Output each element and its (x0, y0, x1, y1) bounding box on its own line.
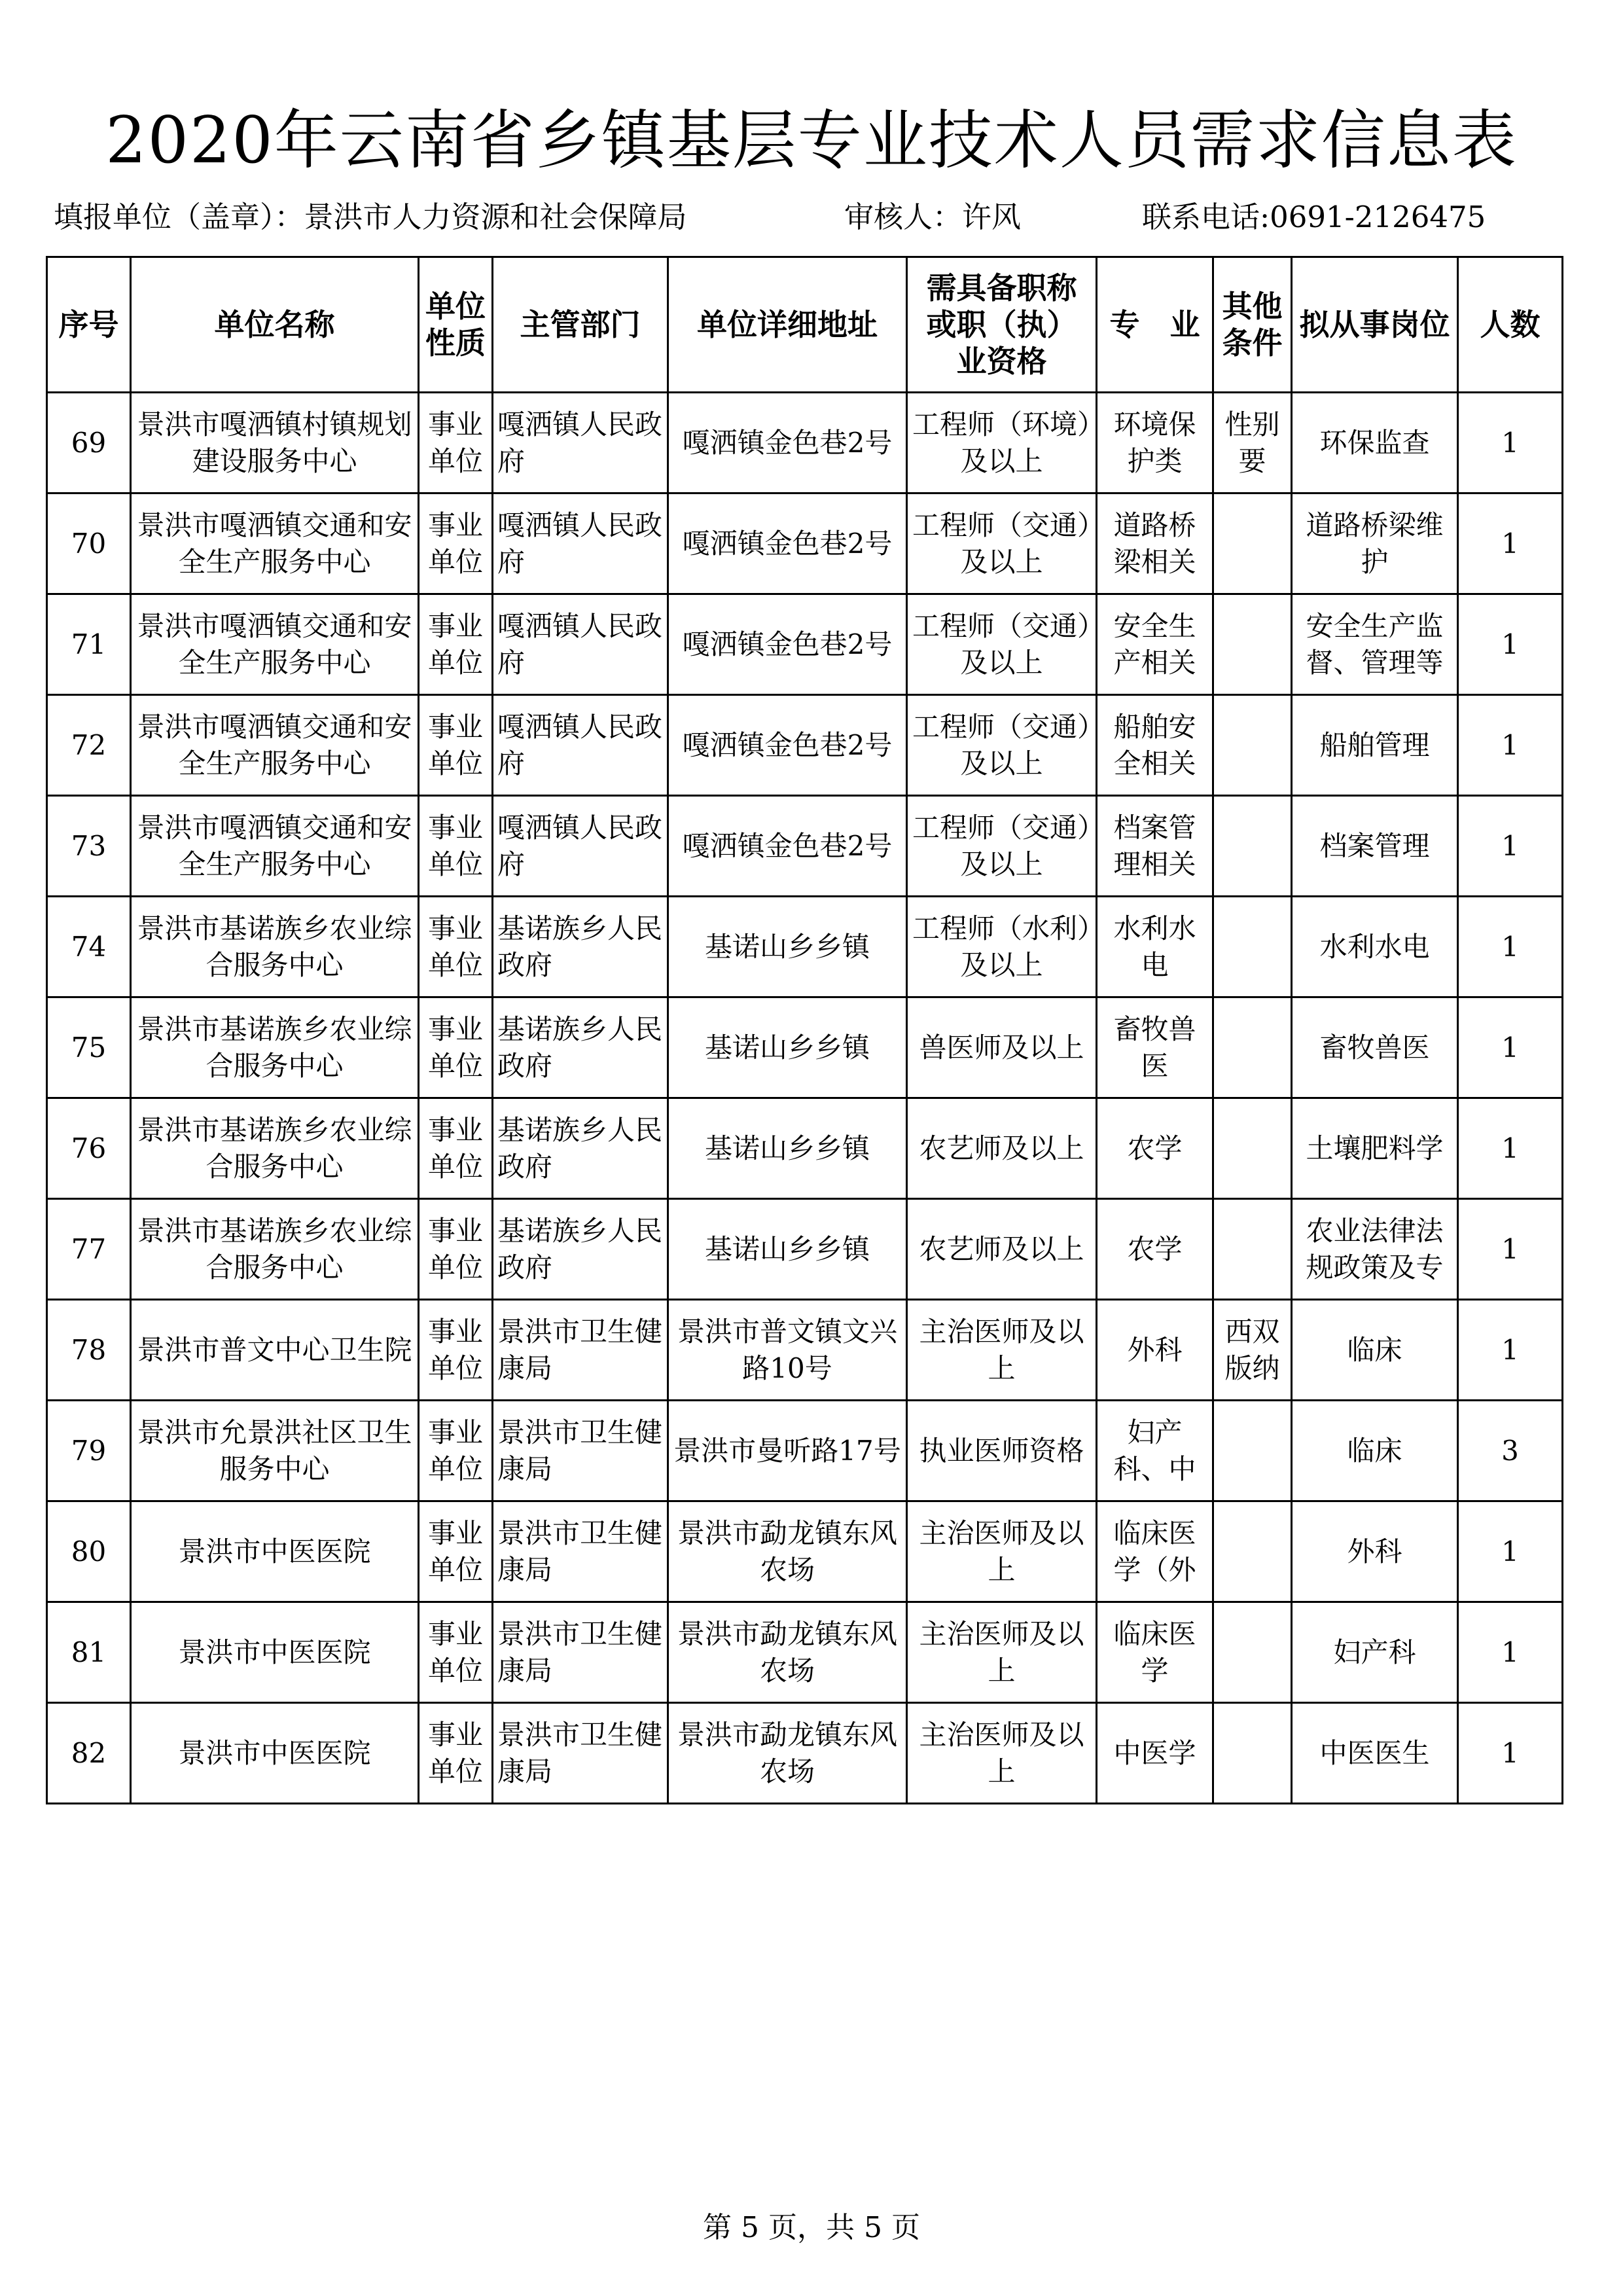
cell-count-text: 1 (1501, 426, 1519, 459)
cell-unit (131, 796, 419, 897)
cell-unit-text: 景洪市基诺族乡农业综合服务中心 (137, 1013, 412, 1082)
cell-unit-text: 景洪市嘎洒镇交通和安全生产服务中心 (137, 710, 412, 780)
cell-unit (131, 1098, 419, 1199)
table-row (47, 1098, 1563, 1199)
cell-unit (131, 594, 419, 695)
cell-post (1292, 1098, 1458, 1199)
cell-address (668, 1300, 907, 1401)
cell-unit-text: 景洪市中医医院 (178, 1736, 371, 1769)
cell-nature-text: 事业单位 (427, 609, 483, 679)
cell-count (1458, 1501, 1563, 1602)
cell-major (1097, 897, 1213, 997)
cell-post-text: 档案管理 (1319, 829, 1430, 862)
cell-qualification-text: 主治医师及以上 (919, 1617, 1084, 1687)
cell-major (1097, 1501, 1213, 1602)
cell-dept (493, 1199, 668, 1300)
cell-nature-text: 事业单位 (427, 1718, 483, 1787)
cell-unit (131, 1501, 419, 1602)
cell-address (668, 393, 907, 493)
cell-other (1213, 897, 1292, 997)
cell-other-text: 西双版纳 (1224, 1315, 1280, 1384)
cell-major-text: 畜牧兽医 (1113, 1013, 1196, 1082)
cell-no (47, 1602, 131, 1703)
col-header-post: 拟从事岗位 (1292, 257, 1458, 393)
cell-post-text: 妇产科 (1333, 1636, 1416, 1668)
cell-no (47, 897, 131, 997)
col-header-unit: 单位名称 (131, 257, 419, 393)
table-row (47, 493, 1563, 594)
cell-address (668, 997, 907, 1098)
cell-unit (131, 493, 419, 594)
cell-nature-text: 事业单位 (427, 1013, 483, 1082)
cell-unit (131, 1401, 419, 1501)
cell-major-text: 妇产科、中 (1113, 1416, 1196, 1485)
cell-post-text: 水利水电 (1319, 930, 1430, 963)
cell-no-text: 80 (71, 1535, 107, 1568)
cell-count (1458, 1401, 1563, 1501)
cell-qualification-text: 主治医师及以上 (919, 1315, 1084, 1384)
cell-major (1097, 796, 1213, 897)
cell-unit (131, 1602, 419, 1703)
table-row (47, 997, 1563, 1098)
cell-post (1292, 1501, 1458, 1602)
cell-dept-text: 基诺族乡人民政府 (497, 1214, 663, 1283)
cell-count-text: 1 (1501, 1333, 1519, 1366)
cell-qualification (907, 897, 1097, 997)
cell-qualification-text: 主治医师及以上 (919, 1718, 1084, 1787)
cell-dept (493, 897, 668, 997)
cell-no (47, 695, 131, 796)
cell-address-text: 景洪市曼听路17号 (673, 1434, 901, 1467)
cell-other (1213, 796, 1292, 897)
cell-dept-text: 嘎洒镇人民政府 (497, 710, 663, 780)
cell-qualification (907, 1703, 1097, 1804)
cell-major (1097, 1300, 1213, 1401)
cell-major (1097, 695, 1213, 796)
cell-address (668, 594, 907, 695)
col-header-no: 序号 (47, 257, 131, 393)
cell-major-text: 道路桥梁相关 (1113, 509, 1196, 578)
cell-qualification (907, 695, 1097, 796)
cell-unit (131, 393, 419, 493)
table-row (47, 1199, 1563, 1300)
cell-count (1458, 695, 1563, 796)
col-header-count: 人数 (1458, 257, 1563, 393)
cell-unit-text: 景洪市允景洪社区卫生服务中心 (137, 1416, 412, 1485)
cell-post (1292, 1703, 1458, 1804)
table-row (47, 695, 1563, 796)
cell-no (47, 594, 131, 695)
cell-qualification (907, 1501, 1097, 1602)
cell-unit-text: 景洪市嘎洒镇交通和安全生产服务中心 (137, 811, 412, 880)
cell-no-text: 70 (71, 527, 107, 560)
cell-address-text: 景洪市勐龙镇东风农场 (677, 1617, 897, 1687)
cell-unit-text: 景洪市基诺族乡农业综合服务中心 (137, 1214, 412, 1283)
cell-major (1097, 997, 1213, 1098)
cell-qualification (907, 1300, 1097, 1401)
cell-no-text: 75 (71, 1031, 107, 1064)
cell-major (1097, 1098, 1213, 1199)
table-row (47, 1401, 1563, 1501)
cell-qualification-text: 工程师（水利）及以上 (912, 912, 1091, 981)
cell-major-text: 临床医学 (1113, 1617, 1196, 1687)
cell-no-text: 79 (71, 1434, 107, 1467)
table-row (47, 1703, 1563, 1804)
cell-nature (419, 1098, 493, 1199)
reviewer: 审核人：许风 (844, 200, 1022, 234)
cell-nature-text: 事业单位 (427, 710, 483, 780)
cell-post (1292, 695, 1458, 796)
cell-count-text: 1 (1501, 930, 1519, 963)
cell-no (47, 997, 131, 1098)
cell-other (1213, 1501, 1292, 1602)
cell-post (1292, 1602, 1458, 1703)
cell-dept-text: 嘎洒镇人民政府 (497, 811, 663, 880)
cell-post-text: 临床 (1347, 1434, 1402, 1467)
cell-dept-text: 基诺族乡人民政府 (497, 912, 663, 981)
cell-address-text: 基诺山乡乡镇 (704, 1031, 870, 1064)
cell-nature (419, 1401, 493, 1501)
cell-count (1458, 1199, 1563, 1300)
cell-nature-text: 事业单位 (427, 1516, 483, 1586)
cell-no-text: 71 (71, 628, 107, 660)
cell-unit-text: 景洪市中医医院 (178, 1636, 371, 1668)
cell-unit (131, 897, 419, 997)
cell-address-text: 嘎洒镇金色巷2号 (682, 829, 893, 862)
cell-major (1097, 594, 1213, 695)
cell-dept (493, 997, 668, 1098)
cell-no (47, 1501, 131, 1602)
cell-address-text: 嘎洒镇金色巷2号 (682, 728, 893, 761)
cell-address-text: 基诺山乡乡镇 (704, 930, 870, 963)
cell-address (668, 1199, 907, 1300)
cell-qualification-text: 工程师（环境）及以上 (912, 408, 1091, 477)
cell-count (1458, 897, 1563, 997)
cell-nature (419, 897, 493, 997)
cell-nature (419, 594, 493, 695)
cell-dept (493, 493, 668, 594)
cell-unit-text: 景洪市基诺族乡农业综合服务中心 (137, 1113, 412, 1183)
cell-post-text: 环保监查 (1319, 426, 1430, 459)
table-row (47, 1300, 1563, 1401)
cell-nature-text: 事业单位 (427, 1416, 483, 1485)
cell-unit (131, 1300, 419, 1401)
cell-nature-text: 事业单位 (427, 1315, 483, 1384)
cell-dept (493, 796, 668, 897)
cell-other (1213, 594, 1292, 695)
cell-other (1213, 1703, 1292, 1804)
col-header-major: 专 业 (1097, 257, 1213, 393)
table-row (47, 594, 1563, 695)
cell-no (47, 1401, 131, 1501)
cell-no (47, 1199, 131, 1300)
cell-post-text: 安全生产监督、管理等 (1306, 609, 1444, 679)
col-header-address: 单位详细地址 (668, 257, 907, 393)
cell-dept (493, 695, 668, 796)
cell-major-text: 外科 (1127, 1333, 1183, 1366)
cell-unit (131, 1199, 419, 1300)
cell-address-text: 嘎洒镇金色巷2号 (682, 527, 893, 560)
cell-post-text: 外科 (1347, 1535, 1402, 1568)
cell-unit-text: 景洪市嘎洒镇交通和安全生产服务中心 (137, 509, 412, 578)
cell-address-text: 景洪市普文镇文兴路10号 (677, 1315, 897, 1384)
cell-nature (419, 1300, 493, 1401)
cell-other (1213, 393, 1292, 493)
cell-no-text: 81 (71, 1636, 107, 1668)
cell-dept-text: 景洪市卫生健康局 (497, 1516, 663, 1586)
cell-no (47, 1703, 131, 1804)
cell-dept-text: 嘎洒镇人民政府 (497, 509, 663, 578)
cell-nature-text: 事业单位 (427, 912, 483, 981)
cell-major-text: 中医学 (1113, 1736, 1196, 1769)
cell-unit-text: 景洪市普文中心卫生院 (137, 1333, 412, 1366)
cell-post (1292, 796, 1458, 897)
cell-no (47, 796, 131, 897)
cell-post-text: 土壤肥料学 (1306, 1132, 1444, 1164)
cell-no (47, 1098, 131, 1199)
cell-qualification-text: 工程师（交通）及以上 (912, 509, 1091, 578)
cell-unit (131, 695, 419, 796)
cell-dept-text: 景洪市卫生健康局 (497, 1617, 663, 1687)
cell-no (47, 393, 131, 493)
cell-post-text: 中医医生 (1319, 1736, 1430, 1769)
cell-no-text: 82 (71, 1736, 107, 1769)
cell-dept-text: 基诺族乡人民政府 (497, 1013, 663, 1082)
filling-unit: 填报单位（盖章）：景洪市人力资源和社会保障局 (54, 200, 687, 234)
cell-nature-text: 事业单位 (427, 509, 483, 578)
cell-post (1292, 393, 1458, 493)
cell-no-text: 69 (71, 426, 107, 459)
page-title: 2020年云南省乡镇基层专业技术人员需求信息表 (105, 103, 1518, 178)
table-row (47, 796, 1563, 897)
cell-qualification (907, 1098, 1097, 1199)
cell-major-text: 档案管理相关 (1113, 811, 1196, 880)
cell-major-text: 临床医学（外 (1113, 1516, 1196, 1586)
cell-nature (419, 1602, 493, 1703)
cell-address-text: 嘎洒镇金色巷2号 (682, 628, 893, 660)
cell-unit-text: 景洪市嘎洒镇交通和安全生产服务中心 (137, 609, 412, 679)
cell-qualification (907, 1199, 1097, 1300)
cell-major (1097, 1199, 1213, 1300)
cell-major (1097, 1401, 1213, 1501)
cell-nature (419, 493, 493, 594)
cell-unit (131, 1703, 419, 1804)
cell-major (1097, 1703, 1213, 1804)
col-header-other: 其他条件 (1213, 257, 1292, 393)
cell-count-text: 1 (1501, 728, 1519, 761)
cell-no-text: 73 (71, 829, 107, 862)
cell-dept (493, 594, 668, 695)
demand-table (46, 256, 1563, 1804)
cell-nature-text: 事业单位 (427, 811, 483, 880)
cell-other-text: 性别要 (1224, 408, 1280, 477)
cell-qualification-text: 兽医师及以上 (919, 1031, 1084, 1064)
table-row (47, 1602, 1563, 1703)
cell-unit-text: 景洪市中医医院 (178, 1535, 371, 1568)
cell-address (668, 1703, 907, 1804)
cell-count-text: 1 (1501, 1232, 1519, 1265)
cell-address (668, 1401, 907, 1501)
cell-nature (419, 1199, 493, 1300)
cell-qualification (907, 393, 1097, 493)
cell-other (1213, 1098, 1292, 1199)
cell-dept-text: 嘎洒镇人民政府 (497, 408, 663, 477)
cell-nature (419, 1501, 493, 1602)
cell-other (1213, 1401, 1292, 1501)
contact-phone: 联系电话:0691-2126475 (1142, 200, 1486, 234)
cell-unit-text: 景洪市嘎洒镇村镇规划建设服务中心 (137, 408, 412, 477)
cell-address-text: 嘎洒镇金色巷2号 (682, 426, 893, 459)
cell-address-text: 景洪市勐龙镇东风农场 (677, 1718, 897, 1787)
cell-nature-text: 事业单位 (427, 1617, 483, 1687)
cell-dept (493, 393, 668, 493)
cell-post (1292, 493, 1458, 594)
cell-count-text: 1 (1501, 1031, 1519, 1064)
cell-other (1213, 1199, 1292, 1300)
cell-dept (493, 1602, 668, 1703)
cell-qualification-text: 主治医师及以上 (919, 1516, 1084, 1586)
cell-count (1458, 1602, 1563, 1703)
table-header-row (47, 257, 1563, 393)
cell-other (1213, 1602, 1292, 1703)
cell-qualification (907, 1602, 1097, 1703)
cell-dept-text: 基诺族乡人民政府 (497, 1113, 663, 1183)
cell-address (668, 695, 907, 796)
cell-count-text: 1 (1501, 1636, 1519, 1668)
cell-major-text: 船舶安全相关 (1113, 710, 1196, 780)
cell-post (1292, 1300, 1458, 1401)
cell-dept (493, 1703, 668, 1804)
cell-nature (419, 1703, 493, 1804)
cell-count (1458, 1098, 1563, 1199)
cell-qualification-text: 工程师（交通）及以上 (912, 609, 1091, 679)
cell-dept (493, 1098, 668, 1199)
cell-post-text: 临床 (1347, 1333, 1402, 1366)
cell-unit (131, 997, 419, 1098)
cell-dept-text: 景洪市卫生健康局 (497, 1416, 663, 1485)
cell-other (1213, 997, 1292, 1098)
cell-address (668, 1501, 907, 1602)
cell-post (1292, 1199, 1458, 1300)
cell-qualification (907, 493, 1097, 594)
cell-count-text: 1 (1501, 628, 1519, 660)
col-header-nature: 单位性质 (419, 257, 493, 393)
cell-qualification (907, 796, 1097, 897)
cell-post-text: 畜牧兽医 (1319, 1031, 1430, 1064)
cell-count-text: 1 (1501, 1132, 1519, 1164)
cell-post-text: 道路桥梁维护 (1306, 509, 1444, 578)
cell-nature (419, 997, 493, 1098)
cell-unit-text: 景洪市基诺族乡农业综合服务中心 (137, 912, 412, 981)
cell-address (668, 1098, 907, 1199)
cell-post (1292, 997, 1458, 1098)
cell-major-text: 水利水电 (1113, 912, 1196, 981)
cell-count (1458, 796, 1563, 897)
cell-major-text: 农学 (1127, 1132, 1183, 1164)
cell-qualification-text: 农艺师及以上 (919, 1232, 1084, 1265)
cell-qualification-text: 工程师（交通）及以上 (912, 811, 1091, 880)
cell-count (1458, 393, 1563, 493)
cell-nature-text: 事业单位 (427, 408, 483, 477)
cell-major-text: 农学 (1127, 1232, 1183, 1265)
cell-address (668, 1602, 907, 1703)
cell-qualification (907, 1401, 1097, 1501)
cell-qualification (907, 997, 1097, 1098)
cell-address-text: 基诺山乡乡镇 (704, 1132, 870, 1164)
cell-count-text: 1 (1501, 527, 1519, 560)
cell-count (1458, 1703, 1563, 1804)
cell-count (1458, 1300, 1563, 1401)
cell-no-text: 76 (71, 1132, 107, 1164)
cell-count-text: 1 (1501, 1736, 1519, 1769)
cell-no (47, 1300, 131, 1401)
page-footer: 第 5 页，共 5 页 (703, 2211, 920, 2244)
cell-qualification (907, 594, 1097, 695)
cell-count (1458, 493, 1563, 594)
cell-major (1097, 493, 1213, 594)
cell-major (1097, 393, 1213, 493)
cell-other (1213, 1300, 1292, 1401)
cell-post-text: 农业法律法规政策及专 (1306, 1214, 1444, 1283)
cell-nature (419, 393, 493, 493)
cell-count-text: 3 (1501, 1434, 1519, 1467)
cell-count-text: 1 (1501, 1535, 1519, 1568)
cell-address-text: 基诺山乡乡镇 (704, 1232, 870, 1265)
cell-major (1097, 1602, 1213, 1703)
cell-post-text: 船舶管理 (1319, 728, 1430, 761)
cell-qualification-text: 工程师（交通）及以上 (912, 710, 1091, 780)
cell-address (668, 493, 907, 594)
cell-address (668, 897, 907, 997)
cell-no (47, 493, 131, 594)
cell-no-text: 77 (71, 1232, 107, 1265)
cell-count (1458, 594, 1563, 695)
table-row (47, 897, 1563, 997)
cell-count (1458, 997, 1563, 1098)
cell-address (668, 796, 907, 897)
cell-major-text: 环境保护类 (1113, 408, 1196, 477)
cell-post (1292, 897, 1458, 997)
cell-dept (493, 1501, 668, 1602)
cell-post (1292, 1401, 1458, 1501)
table-row (47, 1501, 1563, 1602)
cell-nature (419, 695, 493, 796)
cell-major-text: 安全生产相关 (1113, 609, 1196, 679)
cell-no-text: 78 (71, 1333, 107, 1366)
cell-dept-text: 景洪市卫生健康局 (497, 1718, 663, 1787)
col-header-dept: 主管部门 (493, 257, 668, 393)
table-row (47, 393, 1563, 493)
cell-no-text: 72 (71, 728, 107, 761)
cell-other (1213, 695, 1292, 796)
cell-qualification-text: 农艺师及以上 (919, 1132, 1084, 1164)
cell-other (1213, 493, 1292, 594)
cell-nature-text: 事业单位 (427, 1214, 483, 1283)
cell-dept-text: 景洪市卫生健康局 (497, 1315, 663, 1384)
cell-count-text: 1 (1501, 829, 1519, 862)
cell-address-text: 景洪市勐龙镇东风农场 (677, 1516, 897, 1586)
cell-nature-text: 事业单位 (427, 1113, 483, 1183)
cell-nature (419, 796, 493, 897)
cell-dept (493, 1300, 668, 1401)
cell-dept-text: 嘎洒镇人民政府 (497, 609, 663, 679)
cell-post (1292, 594, 1458, 695)
col-header-qualification: 需具备职称或职（执）业资格 (907, 257, 1097, 393)
cell-no-text: 74 (71, 930, 107, 963)
cell-dept (493, 1401, 668, 1501)
cell-qualification-text: 执业医师资格 (919, 1434, 1084, 1467)
